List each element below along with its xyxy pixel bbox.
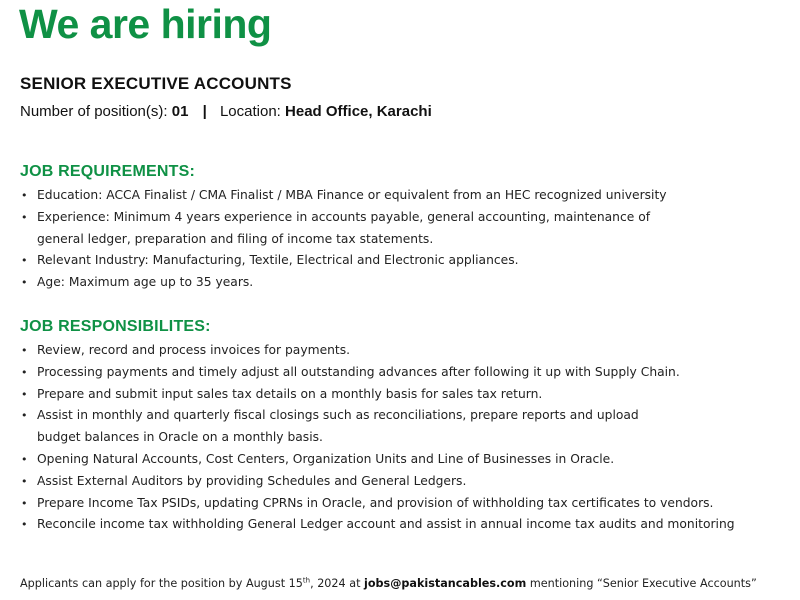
- application-email-link[interactable]: jobs@pakistancables.com: [364, 577, 527, 590]
- page-title: We are hiring: [19, 1, 272, 47]
- responsibility-item: [20, 362, 785, 384]
- responsibilities-heading: JOB RESPONSIBILITES:: [20, 318, 211, 335]
- responsibility-item: [20, 471, 785, 493]
- position-meta: [20, 103, 432, 120]
- responsibility-item: [20, 514, 785, 536]
- bullet-icon: •: [21, 344, 28, 357]
- responsibility-item: [20, 340, 785, 362]
- positions-value: 01: [171, 103, 189, 120]
- responsibilities-list: [20, 340, 785, 536]
- responsibility-item: [20, 384, 785, 406]
- meta-separator: |: [202, 103, 207, 120]
- responsibility-item-text: Prepare Income Tax PSIDs, updating CPRNs in Oracle, and provision of withholding tax certificates to vendors.: [37, 495, 714, 510]
- bullet-icon: •: [21, 474, 28, 488]
- bullet-icon: •: [21, 276, 28, 290]
- responsibility-item-text: Reconcile income tax withholding General Ledger account and assist in annual income tax audits and monitoring: [37, 517, 735, 532]
- bullet-icon: •: [21, 189, 28, 202]
- responsibility-item-text: Prepare and submit input sales tax details on a monthly basis for sales tax return.: [37, 386, 543, 401]
- requirement-item-text: general ledger, preparation and filing of income tax statements.: [37, 231, 434, 246]
- requirement-item-text: Age: Maximum age up to 35 years.: [37, 275, 254, 290]
- requirement-item: [20, 207, 760, 251]
- requirements-list: [20, 185, 760, 294]
- position-title: SENIOR EXECUTIVE ACCOUNTS: [20, 74, 292, 93]
- application-note: [20, 577, 757, 590]
- bullet-icon: •: [21, 365, 28, 379]
- responsibility-item-text: Opening Natural Accounts, Cost Centers, Organization Units and Line of Businesses in Oracle.: [37, 451, 615, 466]
- requirement-item-text: Relevant Industry: Manufacturing, Textile, Electrical and Electronic appliances.: [37, 253, 519, 268]
- responsibility-item: [20, 405, 785, 449]
- responsibility-item-text: Processing payments and timely adjust all outstanding advances after following it up with Supply Chain.: [37, 364, 680, 379]
- requirement-item-text: Education: ACCA Finalist / CMA Finalist / MBA Finance or equivalent from an HEC recognized university: [37, 188, 667, 202]
- date-suffix: th: [302, 576, 311, 585]
- location-value: Head Office, Karachi: [285, 103, 432, 120]
- responsibility-item-text: Assist in monthly and quarterly fiscal closings such as reconciliations, prepare reports and upload: [37, 408, 639, 423]
- requirement-item-text: Experience: Minimum 4 years experience in accounts payable, general accounting, maintenance of: [37, 209, 651, 224]
- responsibility-item-text: Review, record and process invoices for payments.: [37, 343, 351, 357]
- bullet-icon: •: [21, 387, 28, 401]
- application-text-mid: , 2024 at: [310, 577, 365, 590]
- requirements-heading: JOB REQUIREMENTS:: [20, 163, 195, 180]
- application-text-after: mentioning “Senior Executive Accounts”: [526, 577, 757, 590]
- responsibility-item: [20, 493, 785, 515]
- responsibility-item-text: budget balances in Oracle on a monthly basis.: [37, 430, 323, 445]
- bullet-icon: •: [21, 409, 28, 423]
- bullet-icon: •: [21, 452, 28, 466]
- requirement-item: [20, 185, 760, 207]
- bullet-icon: •: [21, 254, 28, 268]
- requirement-item: [20, 272, 760, 294]
- positions-label: Number of position(s):: [20, 103, 168, 120]
- location-label: Location:: [219, 103, 281, 120]
- application-text-before: Applicants can apply for the position by August 15: [20, 577, 303, 590]
- bullet-icon: •: [21, 496, 28, 510]
- bullet-icon: •: [21, 210, 28, 224]
- requirement-item: [20, 250, 760, 272]
- bullet-icon: •: [21, 518, 28, 532]
- responsibility-item-text: Assist External Auditors by providing Schedules and General Ledgers.: [37, 473, 467, 488]
- responsibility-item: [20, 449, 785, 471]
